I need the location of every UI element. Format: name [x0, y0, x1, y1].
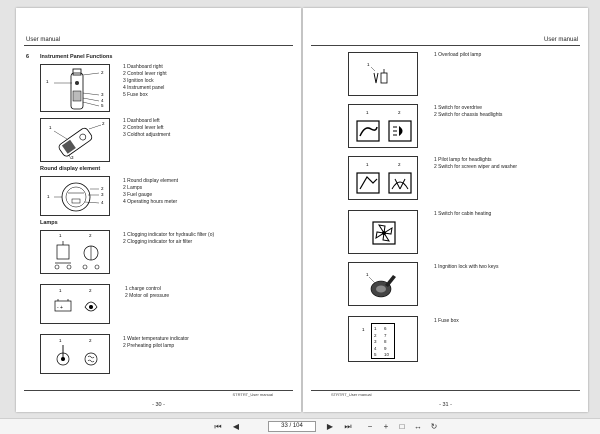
fuse-number: 5: [374, 352, 377, 357]
header-text: User manual: [26, 37, 61, 43]
callout: 2: [101, 186, 104, 191]
figure-overdrive-headlights: [348, 104, 418, 148]
first-page-icon[interactable]: ⏮: [214, 422, 222, 431]
page-number-input[interactable]: 33 / 104: [268, 421, 316, 432]
cabin-heating-drawing: [349, 211, 418, 254]
callout: 1: [367, 62, 370, 67]
figure-labels: 1 Dashboard right 2 Control lever right 3 Ignition lock 4 Instrument panel 5 Fuse box: [123, 64, 167, 98]
clogging-drawing: [41, 231, 110, 274]
figure-labels: 1 Switch for overdrive 2 Switch for chassis headlights: [434, 105, 503, 118]
overdrive-headlights-drawing: [349, 105, 418, 148]
figure-dashboard-left: [40, 118, 110, 162]
callout: 2: [101, 70, 104, 75]
fit-width-icon[interactable]: ↔: [414, 422, 422, 431]
last-page-icon[interactable]: ⏭: [344, 422, 352, 431]
figure-charge-control: [40, 284, 110, 324]
figure-labels: 1 Ingnition lock with two keys: [434, 264, 499, 270]
figure-headlights-wiper: [348, 156, 418, 200]
callout: 1: [59, 288, 62, 293]
figure-cabin-heating: [348, 210, 418, 254]
fuse-number: 8: [384, 339, 387, 344]
fuse-panel: [371, 323, 395, 359]
water-temperature-drawing: [41, 335, 110, 374]
callout: 2: [89, 338, 92, 343]
subheading-round-display: Round display element: [40, 166, 101, 172]
callout: 3: [101, 192, 104, 197]
figure-labels: 1 Round display element 2 Lamps 3 Fuel gauge 4 Operating hours meter: [123, 178, 179, 205]
fuse-number: 3: [374, 339, 377, 344]
figure-round-display: [40, 176, 110, 216]
figure-labels: 1 Fuse box: [434, 318, 459, 324]
svg-text:- +: - +: [57, 305, 63, 311]
header-text: User manual: [543, 37, 578, 43]
figure-labels: 1 charge control 2 Motor oil pressure: [125, 286, 170, 299]
figure-overload-pilot-lamp: [348, 52, 418, 96]
page-footer: [24, 390, 293, 408]
figure-ignition-lock: [348, 262, 418, 306]
callout: 1: [366, 162, 369, 167]
figure-labels: 1 Pilot lamp for headlights 2 Switch for screen wiper and washer: [434, 157, 518, 170]
figure-fuse-box: [348, 316, 418, 362]
callout: 1: [59, 233, 62, 238]
round-display-drawing: [41, 177, 110, 216]
callout: 1: [362, 327, 365, 332]
fuse-number: 1: [374, 326, 377, 331]
fuse-column-left: [374, 326, 377, 359]
figure-dashboard-right: [40, 64, 110, 112]
dashboard-right-drawing: [41, 65, 110, 112]
fuse-number: 9: [384, 345, 387, 351]
fuse-number: 2: [374, 332, 377, 338]
callout: 1: [49, 125, 52, 130]
figure-labels: 1 Switch for cabin heating: [434, 211, 492, 217]
headlights-wiper-drawing: [349, 157, 418, 200]
manual-page-left: [16, 8, 301, 412]
callout: 4: [101, 200, 104, 205]
fuse-number: 10: [384, 352, 390, 357]
fuse-number: 7: [384, 332, 387, 338]
page-header: [311, 32, 580, 46]
fuse-number: 6: [384, 326, 387, 331]
overload-drawing: [349, 53, 418, 96]
prev-page-icon[interactable]: ◀: [232, 422, 240, 431]
callout: 2: [398, 110, 401, 115]
rotate-icon[interactable]: ↻: [430, 422, 438, 431]
figure-water-temperature: [40, 334, 110, 374]
figure-labels: 1 Water temperature indicator 2 Preheating pilot lamp: [123, 336, 189, 349]
next-page-icon[interactable]: ▶: [326, 422, 334, 431]
callout: 1: [46, 79, 49, 84]
callout: 1: [366, 110, 369, 115]
manual-page-right: [303, 8, 588, 412]
section-number: 6: [26, 54, 30, 60]
callout: 2: [89, 233, 92, 238]
callout: 2: [102, 121, 105, 126]
ignition-lock-drawing: [349, 263, 418, 306]
fit-page-icon[interactable]: □: [399, 422, 405, 431]
callout: 3: [71, 155, 74, 160]
figure-labels: 1 Dashboard left 2 Control lever left 3 Coldhot adjustment: [123, 118, 171, 138]
fuse-number: 4: [374, 345, 377, 351]
callout: 1: [366, 272, 369, 277]
footer-doc-name: STRTRT_User manual: [331, 392, 372, 397]
callout: 1: [47, 194, 50, 199]
callout: 2: [398, 162, 401, 167]
figure-labels: 1 Overload pilot lamp: [434, 52, 482, 58]
zoom-in-icon[interactable]: +: [383, 422, 389, 431]
section-title: Instrument Panel Functions: [40, 54, 113, 60]
footer-doc-name: STRTRT_User manual: [232, 392, 273, 397]
page-number: - 31 -: [439, 402, 452, 408]
page-number: - 30 -: [152, 402, 165, 408]
charge-control-drawing: [41, 285, 110, 324]
callout: 2: [89, 288, 92, 293]
figure-clogging-indicators: [40, 230, 110, 274]
callout: 4: [101, 98, 104, 103]
page-header: [24, 32, 293, 46]
callout: 1: [59, 338, 62, 343]
page-footer: [311, 390, 580, 408]
zoom-out-icon[interactable]: −: [367, 422, 373, 431]
callout: 5: [101, 103, 104, 108]
subheading-lamps: Lamps: [40, 220, 58, 226]
fuse-column-right: [384, 326, 389, 359]
viewer-toolbar: [0, 418, 600, 434]
callout: 3: [101, 92, 104, 97]
figure-labels: 1 Clogging indicator for hydraulic filter (o) 2 Clogging indicator for air filter: [123, 232, 215, 245]
